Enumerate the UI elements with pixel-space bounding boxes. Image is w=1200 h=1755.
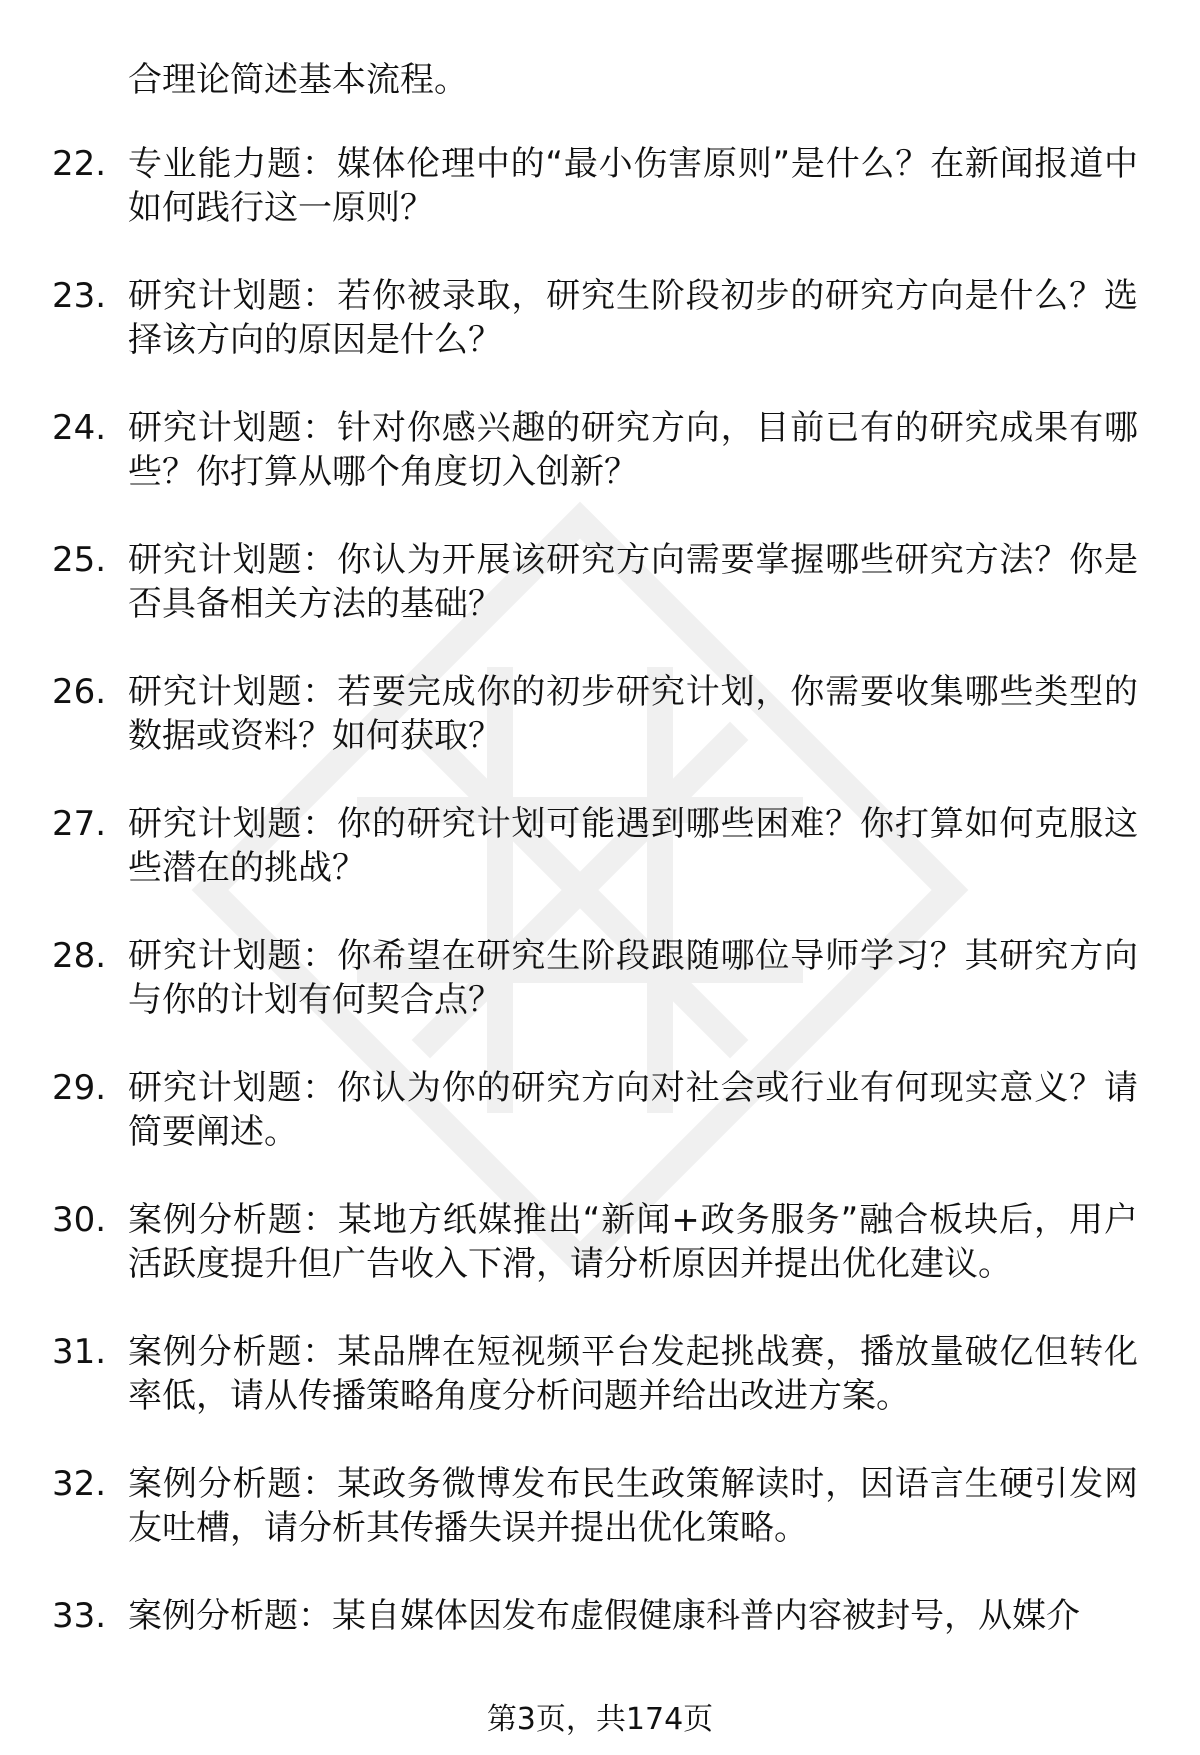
question-number: 26. [52, 672, 107, 712]
page-number-footer: 第3页，共174页 [486, 1702, 714, 1737]
question-text: 案例分析题：某政务微博发布民生政策解读时，因语言生硬引发网友吐槽，请分析其传播失误并提出优化策略。 [128, 1464, 1138, 1548]
list-item [0, 406, 1200, 538]
question-number: 24. [52, 408, 107, 448]
question-text: 研究计划题：针对你感兴趣的研究方向，目前已有的研究成果有哪些？你打算从哪个角度切入创新？ [128, 408, 1138, 492]
list-item [0, 1066, 1200, 1198]
list-item [0, 142, 1200, 274]
list-item [0, 1462, 1200, 1594]
continuation-text: 合理论简述基本流程。 [128, 60, 468, 100]
list-item [0, 802, 1200, 934]
question-number: 30. [52, 1200, 107, 1240]
question-text: 案例分析题：某自媒体因发布虚假健康科普内容被封号，从媒介 [128, 1596, 1080, 1636]
question-number: 22. [52, 144, 107, 184]
list-item [0, 538, 1200, 670]
question-text: 案例分析题：某地方纸媒推出“新闻+政务服务”融合板块后，用户活跃度提升但广告收入下滑，请分析原因并提出优化建议。 [128, 1200, 1138, 1284]
question-number: 25. [52, 540, 107, 580]
question-number: 29. [52, 1068, 107, 1108]
question-list [0, 142, 1200, 1726]
question-number: 32. [52, 1464, 107, 1504]
question-number: 27. [52, 804, 107, 844]
question-number: 31. [52, 1332, 107, 1372]
list-item [0, 934, 1200, 1066]
question-text: 专业能力题：媒体伦理中的“最小伤害原则”是什么？在新闻报道中如何践行这一原则？ [128, 144, 1138, 228]
question-text: 研究计划题：若你被录取，研究生阶段初步的研究方向是什么？选择该方向的原因是什么？ [128, 276, 1138, 360]
question-text: 研究计划题：你认为你的研究方向对社会或行业有何现实意义？请简要阐述。 [128, 1068, 1138, 1152]
list-item [0, 274, 1200, 406]
question-text: 研究计划题：你的研究计划可能遇到哪些困难？你打算如何克服这些潜在的挑战？ [128, 804, 1138, 888]
question-text: 研究计划题：若要完成你的初步研究计划，你需要收集哪些类型的数据或资料？如何获取？ [128, 672, 1138, 756]
question-text: 研究计划题：你希望在研究生阶段跟随哪位导师学习？其研究方向与你的计划有何契合点？ [128, 936, 1138, 1020]
list-item [0, 1198, 1200, 1330]
question-number: 28. [52, 936, 107, 976]
list-item [0, 670, 1200, 802]
question-number: 33. [52, 1596, 107, 1636]
question-text: 案例分析题：某品牌在短视频平台发起挑战赛，播放量破亿但转化率低，请从传播策略角度分析问题并给出改进方案。 [128, 1332, 1138, 1416]
list-item [0, 1330, 1200, 1462]
question-text: 研究计划题：你认为开展该研究方向需要掌握哪些研究方法？你是否具备相关方法的基础？ [128, 540, 1138, 624]
question-number: 23. [52, 276, 107, 316]
